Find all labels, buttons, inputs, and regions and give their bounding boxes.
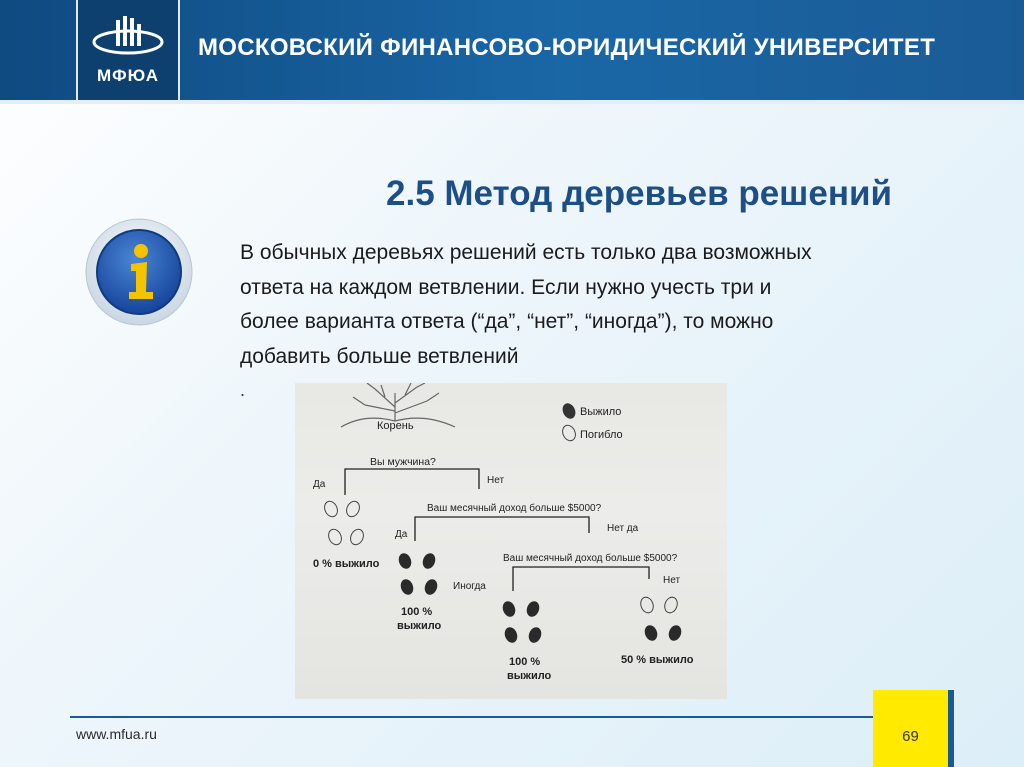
result-c-word: выжило xyxy=(507,670,552,682)
body-line: ответа на каждом ветвлении. Если нужно учесть три и xyxy=(240,275,772,299)
result-b-word: выжило xyxy=(397,620,442,632)
slide-title: 2.5 Метод деревьев решений xyxy=(386,174,892,213)
q2-yes: Да xyxy=(395,529,408,540)
leaf-mixed-icon xyxy=(639,595,684,642)
footer-url[interactable]: www.mfua.ru xyxy=(76,726,157,742)
decision-tree-image xyxy=(295,383,727,699)
page-number: 69 xyxy=(902,728,919,745)
trailing-dot: . xyxy=(240,380,246,400)
result-a: 0 % выжило xyxy=(313,558,380,570)
page-number-box xyxy=(873,690,948,767)
leaf-survived-icon xyxy=(501,599,544,644)
q1-yes: Да xyxy=(313,479,326,490)
q3-no: Нет xyxy=(663,575,681,586)
leaf-died-icon xyxy=(322,499,366,547)
legend-survived: Выжило xyxy=(580,406,622,418)
q1-no: Нет xyxy=(487,475,505,486)
leaf-legend-died-icon xyxy=(560,423,578,443)
leaf-survived-icon xyxy=(397,551,440,596)
logo-emblem-icon xyxy=(78,4,178,68)
question-1: Вы мужчина? xyxy=(370,456,436,468)
university-name: МОСКОВСКИЙ ФИНАНСОВО-ЮРИДИЧЕСКИЙ УНИВЕРСИТЕТ xyxy=(198,34,936,61)
result-c-pct: 100 % xyxy=(509,656,541,668)
header-divider xyxy=(0,100,1024,104)
root-label: Корень xyxy=(377,420,414,432)
result-d: 50 % выжило xyxy=(621,654,694,666)
leaf-legend-survived-icon xyxy=(560,401,578,421)
q3-sometimes: Иногда xyxy=(453,581,486,592)
result-b-pct: 100 % xyxy=(401,606,433,618)
q2-no: Нет да xyxy=(607,523,639,534)
info-icon xyxy=(84,217,194,327)
footer-accent-bar xyxy=(948,690,954,767)
question-3: Ваш месячный доход больше $5000? xyxy=(503,553,678,564)
footer-divider xyxy=(70,716,930,718)
question-2: Ваш месячный доход больше $5000? xyxy=(427,503,602,514)
body-line: более варианта ответа (“да”, “нет”, “иногда”), то можно xyxy=(240,310,774,333)
body-line: В обычных деревьях решений есть только два возможных xyxy=(240,241,812,264)
logo-text: МФЮА xyxy=(96,66,160,85)
body-line: добавить больше ветвлений xyxy=(240,344,519,368)
university-logo[interactable] xyxy=(76,0,180,100)
legend-died: Погибло xyxy=(580,429,623,441)
body-text xyxy=(240,236,980,374)
